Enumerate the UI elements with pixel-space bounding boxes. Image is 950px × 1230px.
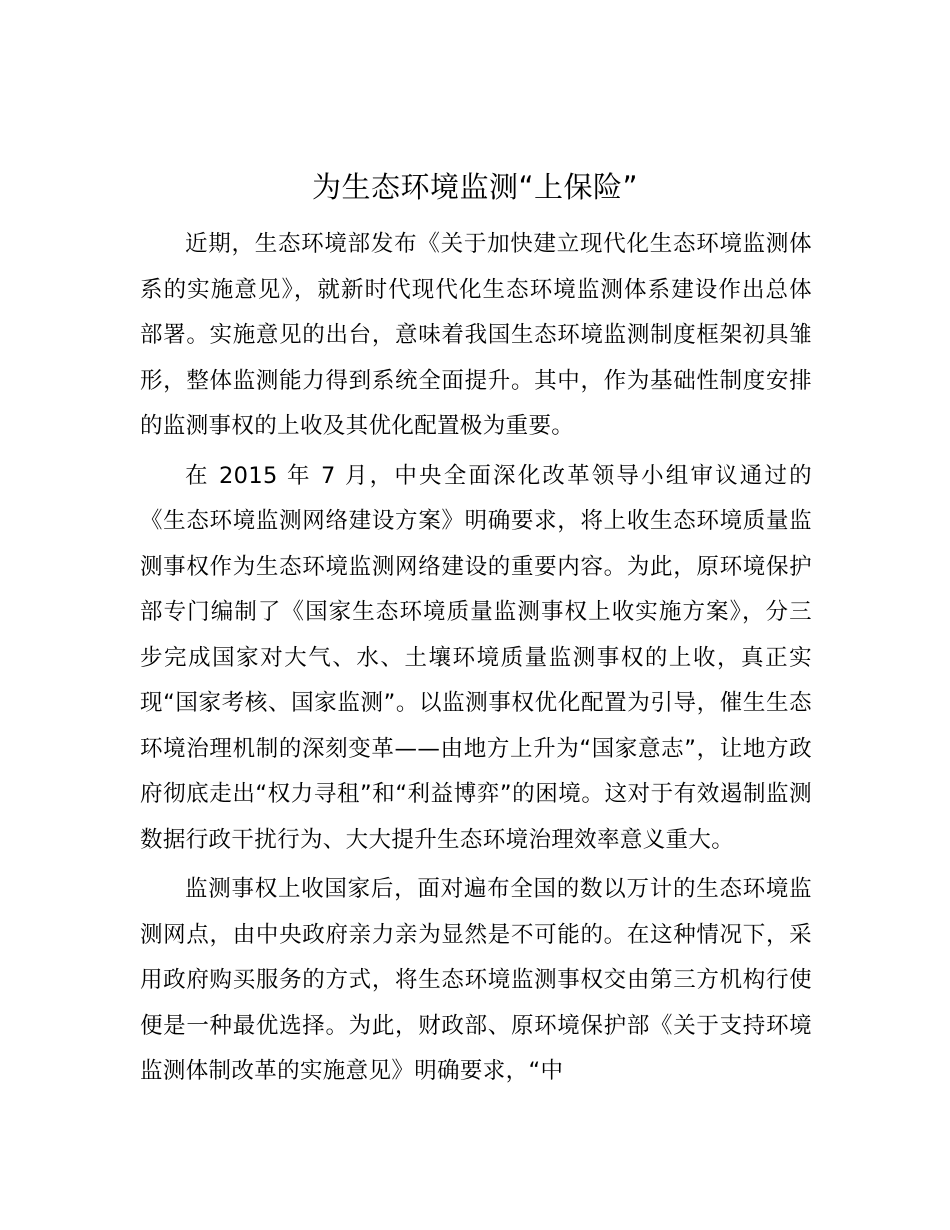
paragraph-3: 监测事权上收国家后，面对遍布全国的数以万计的生态环境监测网点，由中央政府亲力亲为显然是不可能的。在这种情况下，采用政府购买服务的方式，将生态环境监测事权交由第三方机构行使便是一种最优选择。为此，财政部、原环境保护部《关于支持环境监测体制改革的实施意见》明确要求，“中 [140, 876, 812, 1084]
paragraph-2: 在 2015 年 7 月，中央全面深化改革领导小组审议通过的《生态环境监测网络建设方案》明确要求，将上收生态环境质量监测事权作为生态环境监测网络建设的重要内容。为此，原环境保护部专门编制了《国家生态环境质量监测事权上收实施方案》，分三步完成国家对大气、水、土壤环境质量监测事权的上收，真正实现“国家考核、国家监测”。以监测事权优化配置为引导，催生生态环境治理机制的深刻变革——由地方上升为“国家意志”，让地方政府彻底走出“权力寻租”和“利益博弈”的困境。这对于有效遏制监测数据行政干扰行为、大大提升生态环境治理效率意义重大。 [140, 462, 812, 853]
document-body [140, 222, 812, 1099]
paragraph-1: 近期，生态环境部发布《关于加快建立现代化生态环境监测体系的实施意见》，就新时代现代化生态环境监测体系建设作出总体部署。实施意见的出台，意味着我国生态环境监测制度框架初具雏形，整体监测能力得到系统全面提升。其中，作为基础性制度安排的监测事权的上收及其优化配置极为重要。 [140, 231, 812, 439]
document-title: 为生态环境监测“上保险” [311, 170, 639, 204]
